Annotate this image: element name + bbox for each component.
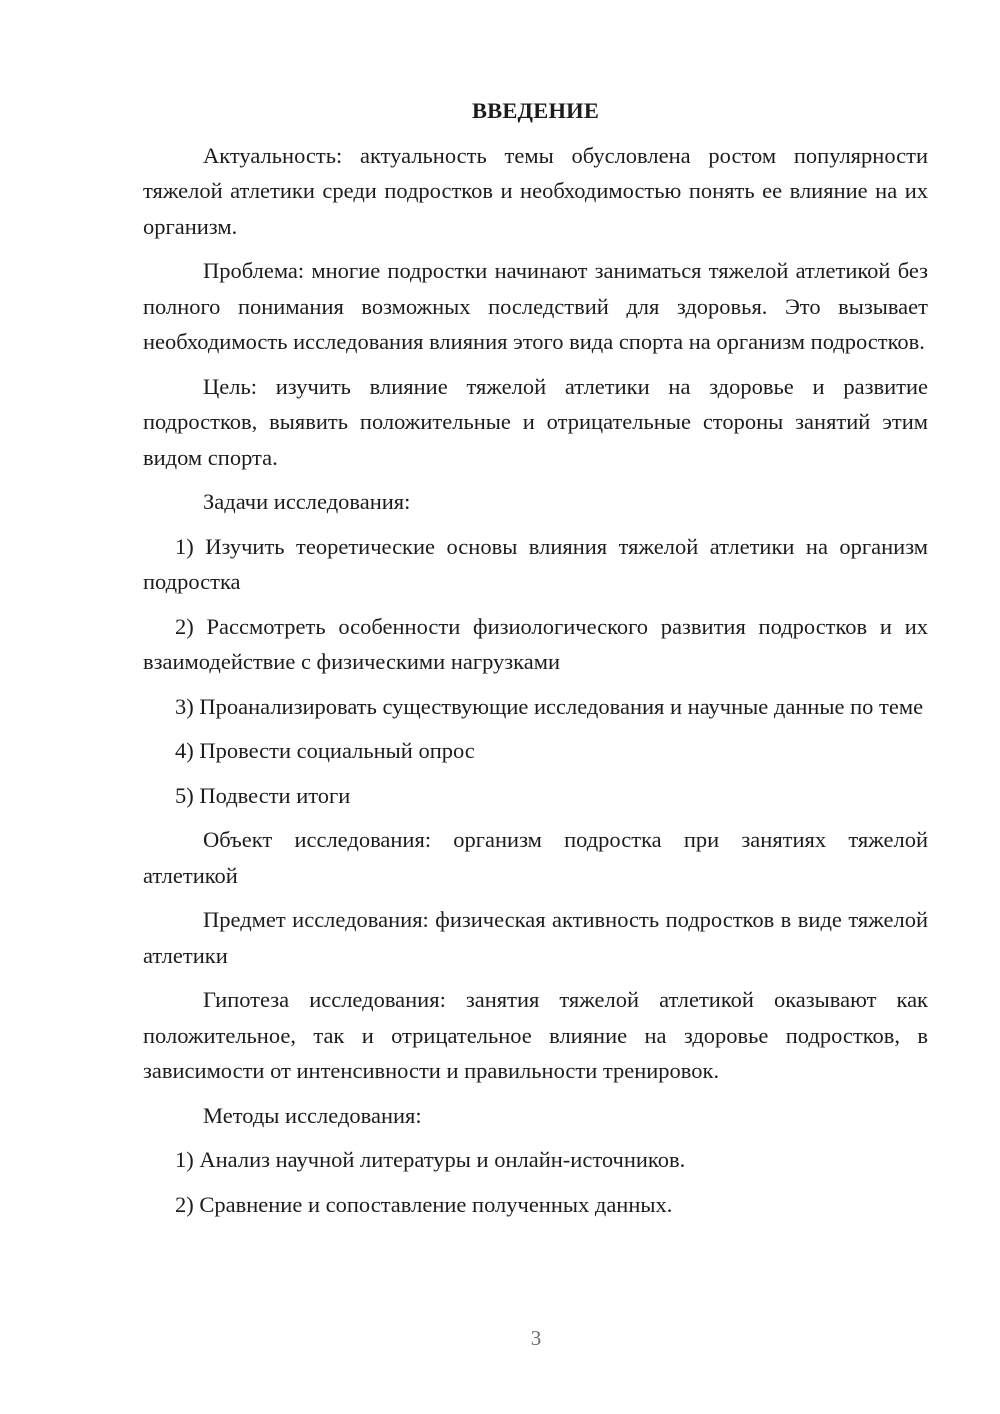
task-item-4: 4) Провести социальный опрос bbox=[175, 738, 475, 763]
document-title: ВВЕДЕНИЕ bbox=[471, 98, 600, 123]
problem-paragraph: Проблема: многие подростки начинают заниматься тяжелой атлетикой без полного понимания возможных последствий для здоровья. Это вызывает необходимость исследования влияния этого вида спорта на организм подростков. bbox=[143, 258, 928, 354]
method-item-1: 1) Анализ научной литературы и онлайн-источников. bbox=[175, 1147, 686, 1172]
page-content bbox=[143, 93, 928, 1231]
task-item-1: 1) Изучить теоретические основы влияния тяжелой атлетики на организм подростка bbox=[143, 533, 928, 594]
task-item-3: 3) Проанализировать существующие исследования и научные данные по теме bbox=[175, 693, 924, 719]
subject-paragraph: Предмет исследования: физическая активность подростков в виде тяжелой атлетики bbox=[143, 907, 928, 968]
goal-paragraph: Цель: изучить влияние тяжелой атлетики на здоровье и развитие подростков, выявить положительные и отрицательные стороны занятий этим видом спорта. bbox=[143, 373, 928, 470]
tasks-heading: Задачи исследования: bbox=[203, 489, 411, 514]
methods-list bbox=[143, 1142, 928, 1222]
page-number: 3 bbox=[530, 1326, 542, 1350]
task-item-5: 5) Подвести итоги bbox=[175, 782, 351, 808]
task-item-2: 2) Рассмотреть особенности физиологического развития подростков и их взаимодействие с физическими нагрузками bbox=[143, 613, 928, 674]
tasks-list bbox=[143, 529, 928, 814]
object-paragraph: Объект исследования: организм подростка при занятиях тяжелой атлетикой bbox=[143, 827, 928, 888]
hypothesis-paragraph: Гипотеза исследования: занятия тяжелой атлетикой оказывают как положительное, так и отрицательное влияние на здоровье подростков, в зависимости от интенсивности и правильности тренировок. bbox=[143, 987, 928, 1083]
relevance-paragraph: Актуальность: актуальность темы обусловлена ростом популярности тяжелой атлетики среди подростков и необходимостью понять ее влияние на их организм. bbox=[143, 142, 928, 239]
methods-heading: Методы исследования: bbox=[203, 1102, 422, 1128]
method-item-2: 2) Сравнение и сопоставление полученных данных. bbox=[175, 1191, 673, 1217]
